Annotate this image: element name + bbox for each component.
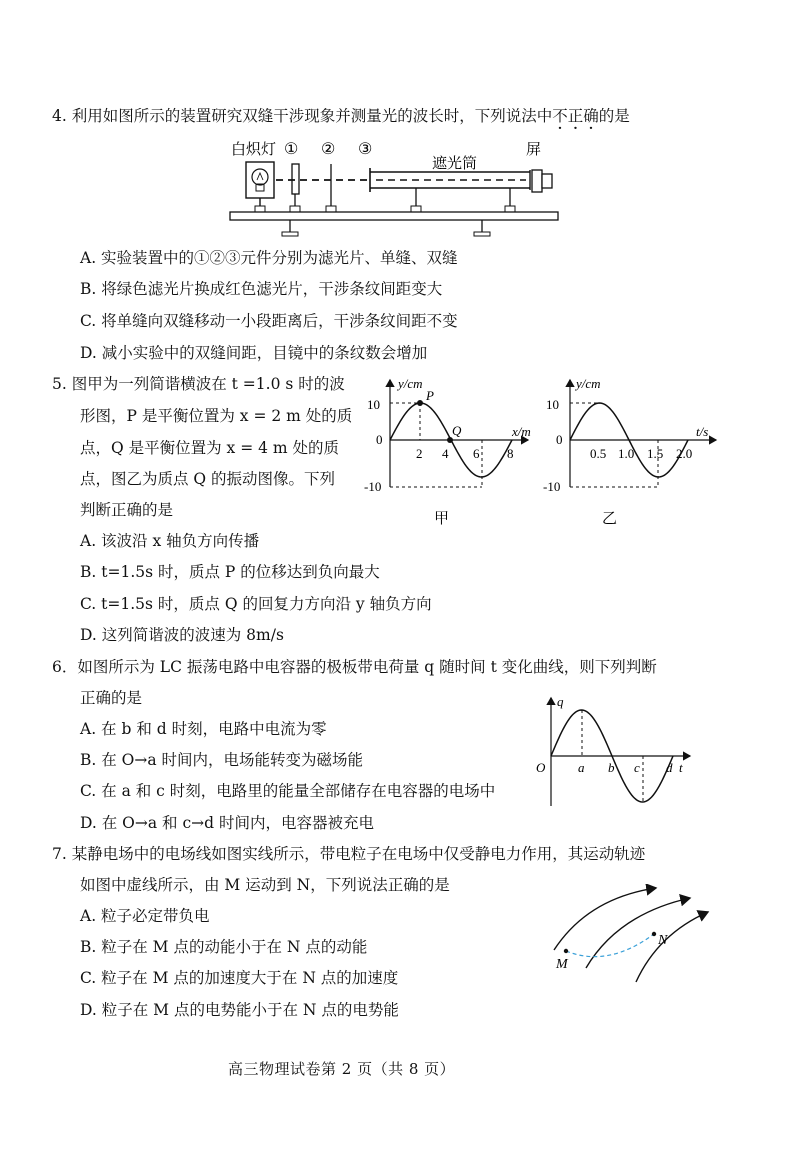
point-n-marker (652, 932, 656, 936)
q6-option-d: D. 在 O→a 和 c→d 时间内，电容器被充电 (80, 814, 374, 832)
q7-option-b: B. 粒子在 M 点的动能小于在 N 点的动能 (80, 938, 368, 956)
y-tick-0: 0 (556, 432, 563, 447)
x-tick-8: 8 (507, 446, 514, 461)
q7-option-a: A. 粒子必定带负电 (80, 907, 210, 925)
q6-stem-line-2: 正确的是 (80, 689, 143, 707)
mark-b: b (608, 760, 615, 775)
q5-stem-line-1: 5. 图甲为一列简谐横波在 t =1.0 s 时的波 (52, 375, 345, 393)
q5-stem-line-5: 判断正确的是 (80, 501, 174, 519)
label-component-1: ① (284, 141, 299, 158)
q5-stem-line-2: 形图，P 是平衡位置为 x = 2 m 处的质 (80, 407, 353, 425)
point-p-label: P (426, 388, 434, 403)
field-line-3 (636, 912, 708, 982)
q6-stem-line-1: 6．如图所示为 LC 振荡电路中电容器的极板带电荷量 q 随时间 t 变化曲线，则下列判断 (52, 658, 657, 676)
t-tick-0.5: 0.5 (590, 446, 607, 461)
t-axis-label: t/s (696, 424, 709, 439)
y-axis-label: y/cm (398, 376, 423, 391)
y-tick-neg10: -10 (364, 479, 382, 494)
q5-stem-line-3: 点，Q 是平衡位置为 x = 4 m 处的质 (80, 439, 340, 457)
point-q-label: Q (452, 423, 462, 438)
x-tick-4: 4 (442, 446, 449, 461)
q7-option-d: D. 粒子在 M 点的电势能小于在 N 点的电势能 (80, 1001, 399, 1019)
q5-wave-graph (362, 372, 532, 530)
q7-stem-line-2: 如图中虚线所示，由 M 运动到 N，下列说法正确的是 (80, 876, 450, 894)
light-tube-icon (370, 168, 530, 192)
q5-option-b: B. t=1.5s 时，质点 P 的位移达到负向最大 (80, 563, 380, 581)
optical-bench (230, 212, 558, 236)
q5-stem-line-4: 点，图乙为质点 Q 的振动图像。下列 (80, 470, 336, 488)
single-slit-icon (326, 164, 336, 212)
y-tick-0: 0 (376, 432, 383, 447)
x-axis-label: x/m (512, 424, 531, 439)
label-lamp: 白炽灯 (231, 142, 277, 158)
page-footer: 高三物理试卷第 2 页（共 8 页） (228, 1060, 456, 1078)
x-tick-2: 2 (416, 446, 423, 461)
point-m-label: M (556, 957, 568, 972)
point-n-label: N (658, 933, 668, 948)
lamp-icon (246, 162, 274, 212)
screen-icon (532, 170, 552, 192)
q4-emphasis-1: 不 (552, 107, 568, 125)
q4-apparatus-diagram (220, 134, 580, 242)
q5-option-c: C. t=1.5s 时，质点 Q 的回复力方向沿 y 轴负方向 (80, 595, 432, 613)
q4-option-c: C. 将单缝向双缝移动一小段距离后，干涉条纹间距不变 (80, 312, 458, 330)
y-tick-neg10: -10 (543, 479, 561, 494)
fig-caption-jia: 甲 (434, 511, 450, 527)
q4-option-b: B. 将绿色滤光片换成红色滤光片，干涉条纹间距变大 (80, 280, 443, 298)
t-tick-1.5: 1.5 (647, 446, 664, 461)
q7-field-diagram (548, 884, 728, 984)
q6-option-b: B. 在 O→a 时间内，电场能转变为磁场能 (80, 751, 364, 769)
fig-caption-yi: 乙 (602, 511, 618, 527)
y-axis-label: y/cm (576, 376, 601, 391)
point-p-marker (417, 400, 423, 406)
t-tick-1.0: 1.0 (618, 446, 635, 461)
filter-icon (290, 164, 300, 212)
mark-d: d (666, 760, 673, 775)
q7-option-c: C. 粒子在 M 点的加速度大于在 N 点的加速度 (80, 969, 399, 987)
point-m-marker (564, 949, 568, 953)
x-tick-6: 6 (473, 446, 480, 461)
label-component-3: ③ (358, 141, 373, 158)
label-tube: 遮光筒 (432, 156, 478, 172)
q4-stem-text: 4. 利用如图所示的装置研究双缝干涉现象并测量光的波长时，下列说法中 (52, 107, 553, 125)
mark-c: c (634, 760, 640, 775)
q4-option-d: D. 减小实验中的双缝间距，目镜中的条纹数会增加 (80, 344, 428, 362)
q4-stem (52, 106, 630, 126)
q6-option-a: A. 在 b 和 d 时刻，电路中电流为零 (80, 720, 327, 738)
q5-option-a: A. 该波沿 x 轴负方向传播 (80, 532, 260, 550)
y-tick-10: 10 (367, 397, 380, 412)
q-axis-label: q (557, 694, 564, 709)
t-tick-2.0: 2.0 (676, 446, 693, 461)
origin-label: O (536, 760, 546, 775)
tube-supports (411, 188, 515, 212)
q4-emphasis-2: 正 (567, 107, 584, 125)
label-screen: 屏 (526, 142, 542, 158)
q5-option-d: D. 这列简谐波的波速为 8m/s (80, 626, 284, 644)
q5-vibration-graph (540, 372, 720, 530)
label-component-2: ② (321, 141, 336, 158)
q6-option-c: C. 在 a 和 c 时刻，电路里的能量全部储存在电容器的电场中 (80, 782, 496, 800)
mark-a: a (578, 760, 585, 775)
y-tick-10: 10 (546, 397, 559, 412)
q4-stem-end: 的是 (598, 107, 630, 125)
q4-emphasis-3: 确 (583, 107, 599, 125)
t-axis-label: t (679, 760, 683, 775)
q4-option-a: A. 实验装置中的①②③元件分别为滤光片、单缝、双缝 (80, 249, 458, 267)
q7-stem-line-1: 7. 某静电场中的电场线如图实线所示，带电粒子在电场中仅受静电力作用，其运动轨迹 (52, 845, 646, 863)
field-line-1 (554, 888, 656, 950)
q6-charge-graph (530, 690, 700, 810)
